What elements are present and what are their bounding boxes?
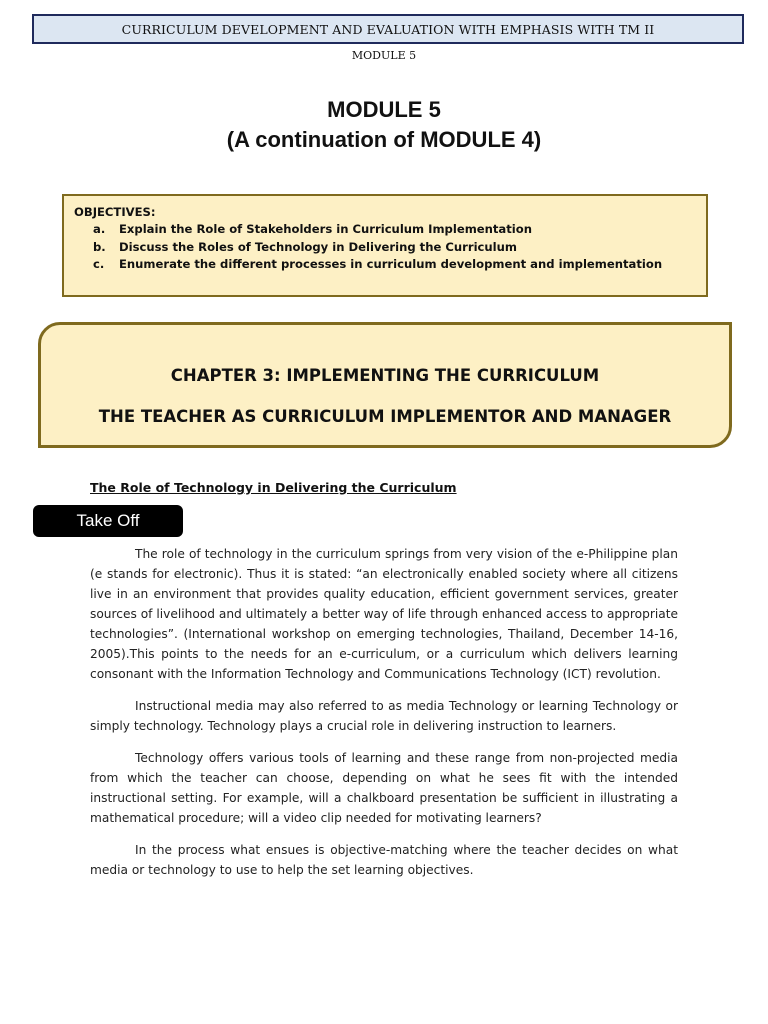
page-title bbox=[0, 95, 768, 155]
body-text bbox=[90, 544, 678, 892]
course-title: CURRICULUM DEVELOPMENT AND EVALUATION WITH EMPHASIS WITH TM II bbox=[121, 21, 655, 37]
objective-letter: a. bbox=[93, 222, 106, 236]
objective-item bbox=[93, 221, 696, 239]
title-line-2: (A continuation of MODULE 4) bbox=[226, 127, 542, 152]
take-off-badge: Take Off bbox=[33, 505, 183, 537]
paragraph: Technology offers various tools of learning and these range from non-projected media from which the teacher can choose, depending on what he sees fit with the intended instructional setting. For example, will a chalkboard presentation be sufficient in illustrating a mathematical procedure; will a video clip needed for motivating learners? bbox=[90, 751, 678, 825]
title-line-1: MODULE 5 bbox=[327, 97, 441, 122]
objectives-list bbox=[74, 221, 696, 274]
objectives-box bbox=[62, 194, 708, 297]
objective-item bbox=[93, 239, 696, 257]
course-header bbox=[32, 14, 744, 44]
chapter-box bbox=[38, 322, 732, 448]
chapter-subtitle: THE TEACHER AS CURRICULUM IMPLEMENTOR AND MANAGER bbox=[98, 407, 672, 426]
paragraph: The role of technology in the curriculum springs from very vision of the e-Philippine plan (e stands for electronic). Thus it is stated: “an electronically enabled society where all citizens live in an environment that provides quality education, efficient government services, greater sources of livelihood and ultimately a better way of life through enhanced access to appropriate technologies”. (International workshop on emerging technologies, Thailand, December 14-16, 2005).This points to the needs for an e-curriculum, or a curriculum which delivers learning consonant with the Information Technology and Communications Technology (ICT) revolution. bbox=[90, 547, 678, 681]
chapter-title: CHAPTER 3: IMPLEMENTING THE CURRICULUM bbox=[170, 366, 600, 385]
objective-item bbox=[93, 256, 696, 274]
module-label: MODULE 5 bbox=[351, 49, 417, 62]
objectives-heading: OBJECTIVES: bbox=[74, 205, 156, 219]
objective-letter: b. bbox=[93, 239, 106, 254]
objective-text: Explain the Role of Stakeholders in Curriculum Implementation bbox=[119, 222, 532, 236]
objective-text: Discuss the Roles of Technology in Delivering the Curriculum bbox=[119, 239, 517, 254]
objective-letter: c. bbox=[93, 257, 105, 271]
section-title: The Role of Technology in Delivering the Curriculum bbox=[90, 480, 457, 495]
paragraph: In the process what ensues is objective-matching where the teacher decides on what media or technology to use to help the set learning objectives. bbox=[90, 843, 678, 877]
objective-text: Enumerate the different processes in curriculum development and implementation bbox=[119, 257, 663, 271]
paragraph: Instructional media may also referred to as media Technology or learning Technology or simply technology. Technology plays a crucial role in delivering instruction to learners. bbox=[90, 699, 678, 733]
